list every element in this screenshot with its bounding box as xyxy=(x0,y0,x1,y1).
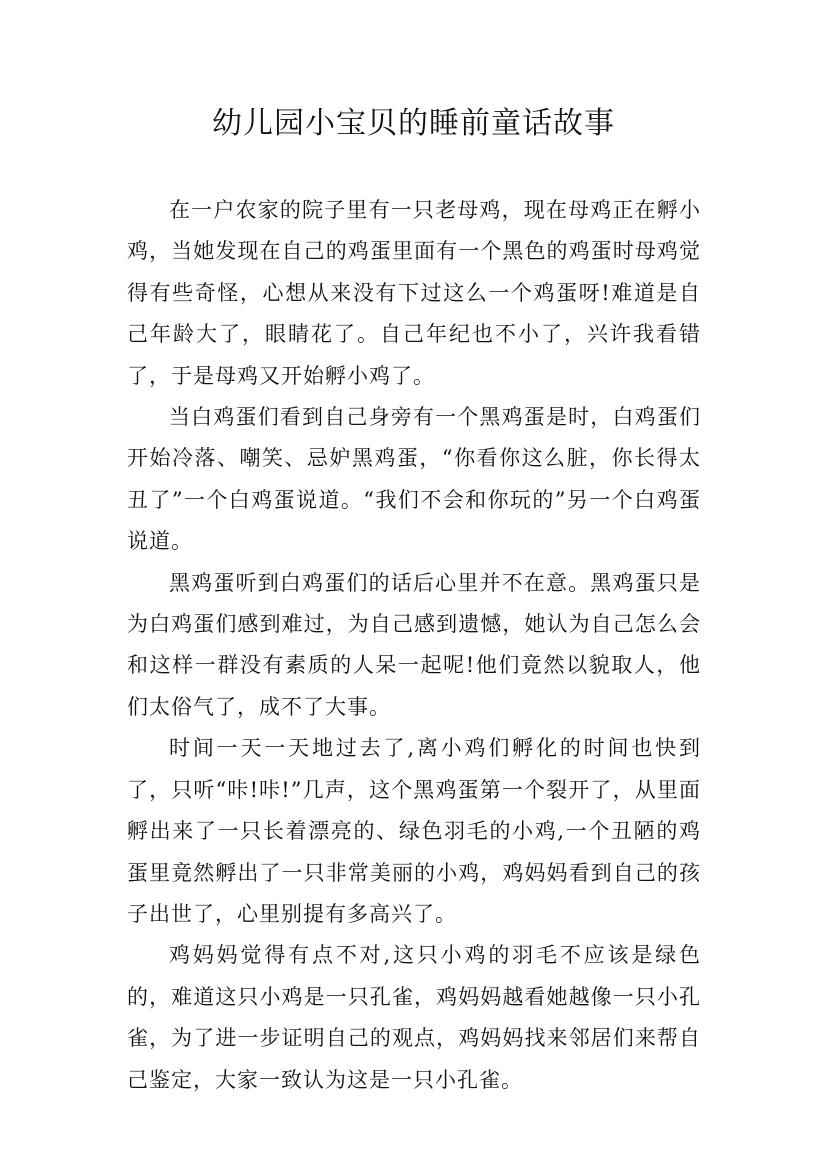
paragraph-3: 黑鸡蛋听到白鸡蛋们的话后心里并不在意。黑鸡蛋只是为白鸡蛋们感到难过，为自己感到遗憾，她认为自己怎么会和这样一群没有素质的人呆一起呢!他们竟然以貌取人，他们太俗气了，成不了大事。 xyxy=(127,570,701,719)
document-title: 幼儿园小宝贝的睡前童话故事 xyxy=(212,106,615,141)
document-body xyxy=(127,190,701,1101)
paragraph-4: 时间一天一天地过去了,离小鸡们孵化的时间也快到了，只听“咔!咔!”几声，这个黑鸡蛋第一个裂开了，从里面孵出来了一只长着漂亮的、绿色羽毛的小鸡,一个丑陋的鸡蛋里竟然孵出了一只非常美丽的小鸡，鸡妈妈看到自己的孩子出世了，心里别提有多高兴了。 xyxy=(127,736,701,926)
paragraph-2: 当白鸡蛋们看到自己身旁有一个黑鸡蛋是时，白鸡蛋们开始冷落、嘲笑、忌妒黑鸡蛋，“你看你这么脏，你长得太丑了”一个白鸡蛋说道。“我们不会和你玩的”另一个白鸡蛋说道。 xyxy=(127,405,701,554)
paragraph-5: 鸡妈妈觉得有点不对,这只小鸡的羽毛不应该是绿色的，难道这只小鸡是一只孔雀，鸡妈妈越看她越像一只小孔雀，为了进一步证明自己的观点，鸡妈妈找来邻居们来帮自己鉴定，大家一致认为这是一只小孔雀。 xyxy=(127,943,701,1092)
paragraph-1: 在一户农家的院子里有一只老母鸡，现在母鸡正在孵小鸡，当她发现在自己的鸡蛋里面有一个黑色的鸡蛋时母鸡觉得有些奇怪，心想从来没有下过这么一个鸡蛋呀!难道是自己年龄大了，眼睛花了。自己年纪也不小了，兴许我看错了，于是母鸡又开始孵小鸡了。 xyxy=(127,198,701,388)
